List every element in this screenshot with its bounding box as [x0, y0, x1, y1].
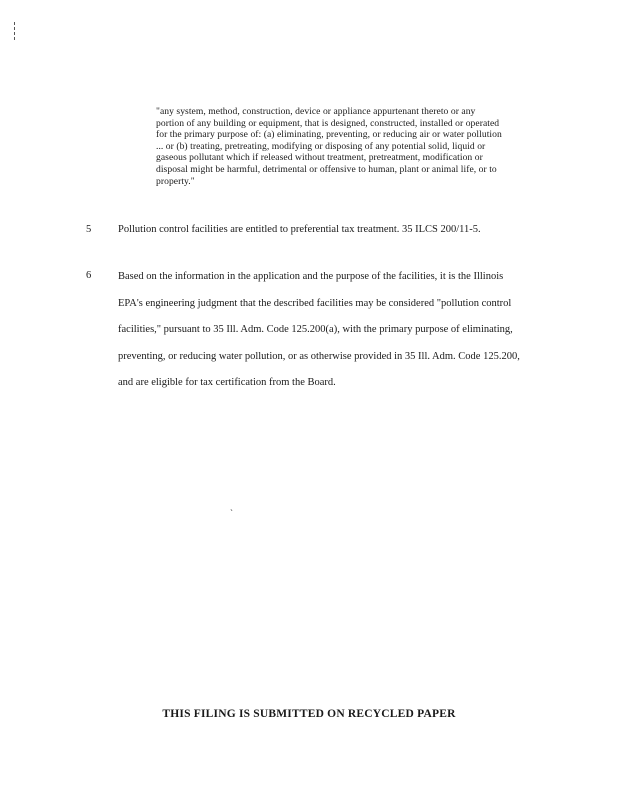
paragraph-line: facilities," pursuant to 35 Ill. Adm. Code 125.200(a), with the primary purpose of eliminating, — [118, 324, 513, 335]
paragraph-line: preventing, or reducing water pollution, or as otherwise provided in 35 Ill. Adm. Code 125.200, — [118, 350, 520, 362]
quote-line: for the primary purpose of: (a) eliminating, preventing, or reducing air or water pollution — [156, 129, 502, 141]
stray-mark: ` — [230, 508, 233, 518]
quote-line: portion of any building or equipment, that is designed, constructed, installed or operated — [156, 117, 500, 129]
paragraph-line: and are eligible for tax certification from the Board. — [118, 377, 336, 388]
paragraph-number: 6 — [86, 270, 92, 281]
paragraph-line: EPA's engineering judgment that the described facilities may be considered "pollution control — [118, 297, 512, 309]
block-quote — [156, 106, 546, 187]
paragraph-line: Pollution control facilities are entitled to preferential tax treatment. 35 ILCS 200/11-5. — [118, 224, 481, 235]
quote-line: ... or (b) treating, pretreating, modifying or disposing of any potential solid, liquid or — [156, 140, 486, 152]
quote-line: property." — [156, 175, 195, 187]
scan-artifact — [14, 22, 16, 40]
paragraph-line: Based on the information in the application and the purpose of the facilities, it is the Illinois — [118, 271, 504, 282]
quote-line: "any system, method, construction, device or appliance appurtenant thereto or any — [156, 106, 476, 117]
quote-line: disposal might be harmful, detrimental or offensive to human, plant or animal life, or to — [156, 163, 497, 175]
paragraph-number: 5 — [86, 224, 92, 235]
paragraph-text — [118, 224, 548, 235]
footer-notice: THIS FILING IS SUBMITTED ON RECYCLED PAPER — [162, 708, 456, 720]
paragraph-text — [118, 264, 548, 397]
quote-line: gaseous pollutant which if released without treatment, pretreatment, modification or — [156, 152, 483, 164]
